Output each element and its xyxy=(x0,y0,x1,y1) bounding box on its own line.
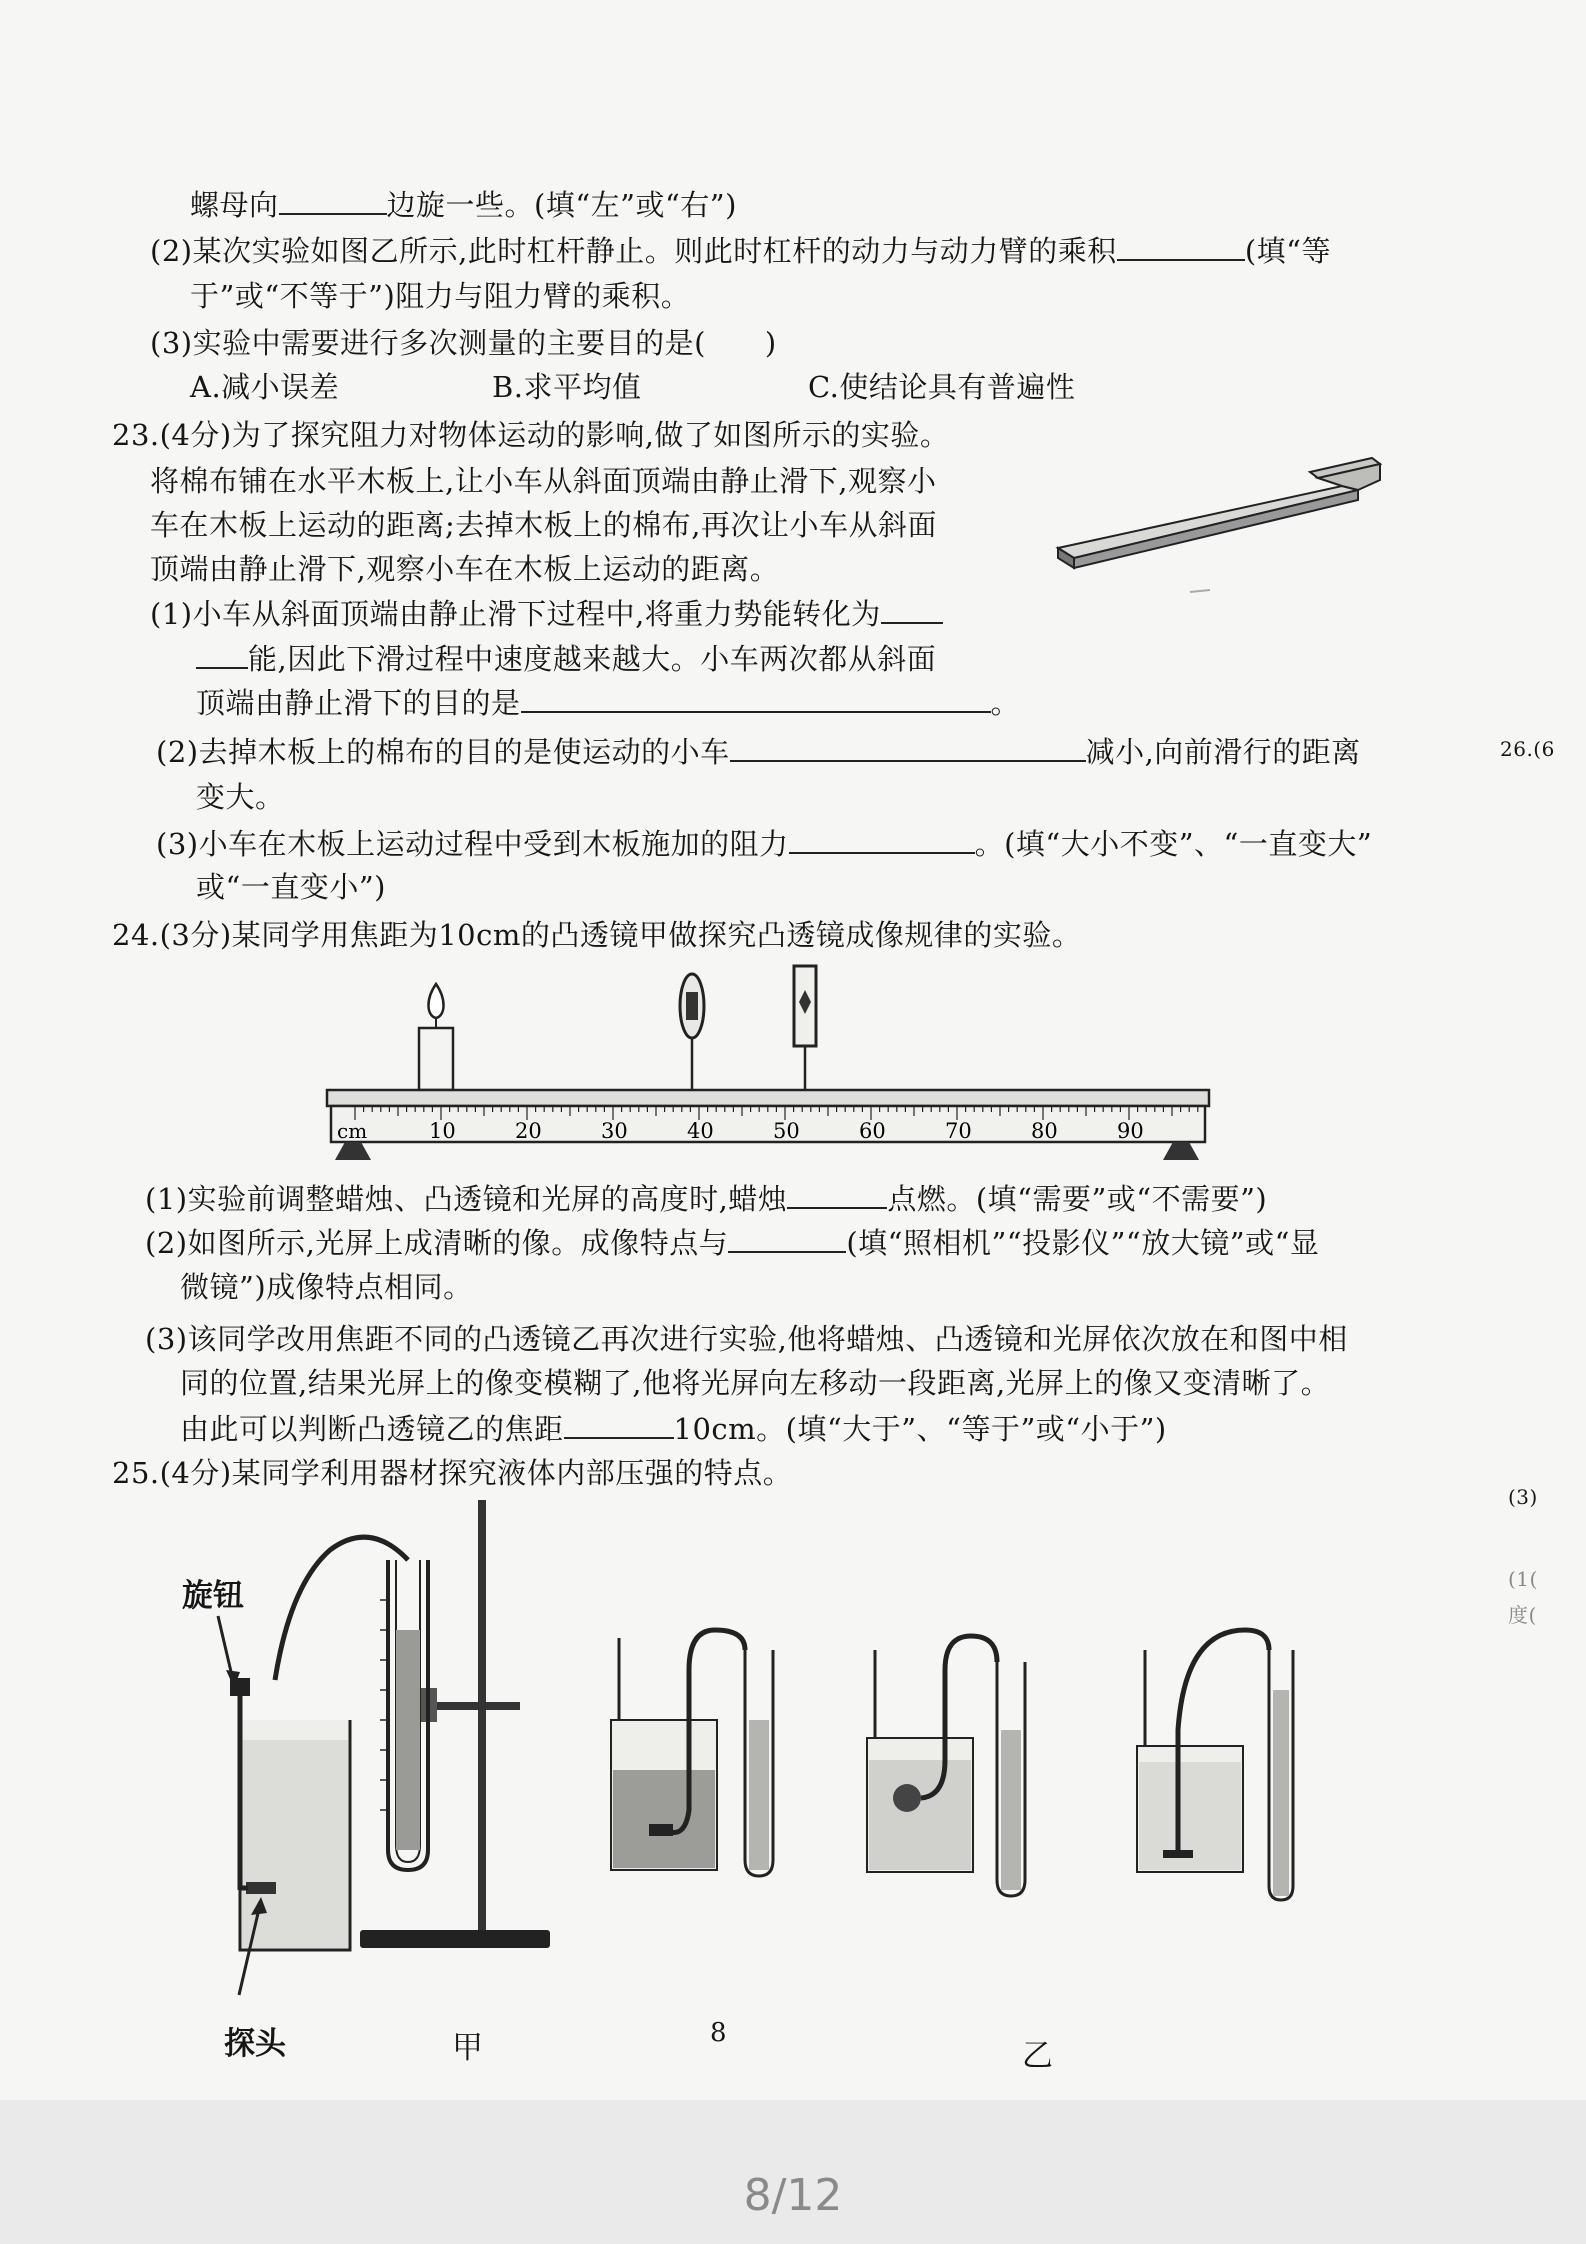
label-jia: 甲 xyxy=(452,2030,483,2066)
q23-part1-c: 顶端由静止滑下的目的是 。 xyxy=(196,686,1021,720)
q23-part3-a: (3)小车在木板上运动过程中受到木板施加的阻力 。(填“大小不变”、“一直变大” xyxy=(156,827,1373,861)
ruler-tick-label: 50 xyxy=(773,1119,800,1143)
ruler-tick-label: 90 xyxy=(1117,1119,1144,1143)
q23-part1-a: (1)小车从斜面顶端由静止滑下过程中,将重力势能转化为 xyxy=(150,595,943,633)
page-number: 8 xyxy=(710,2018,727,2048)
probe-arrow-icon xyxy=(225,1895,285,2005)
q24-part1: (1)实验前调整蜡烛、凸透镜和光屏的高度时,蜡烛 点燃。(填“需要”或“不需要”) xyxy=(145,1182,1268,1216)
page-indicator: 8/12 xyxy=(743,2170,843,2221)
ruler-tick-label: 60 xyxy=(859,1119,886,1143)
ruler-tick-label: 20 xyxy=(515,1119,542,1143)
q23-part3-b: 或“一直变小”) xyxy=(196,870,386,904)
setup-2 xyxy=(867,1636,1025,1896)
q23-text-3: 顶端由静止滑下,观察小车在木板上运动的距离。 xyxy=(150,552,780,586)
q24-part2-b: 微镜”)成像特点相同。 xyxy=(180,1270,473,1304)
setup-3 xyxy=(1137,1630,1293,1900)
optical-bench-figure xyxy=(325,962,1225,1172)
margin-fragment-2: (3) xyxy=(1508,1485,1538,1509)
q24-part3-c: 由此可以判断凸透镜乙的焦距 10cm。(填“大于”、“等于”或“小于”) xyxy=(180,1412,1167,1446)
ramp-board-figure xyxy=(1050,420,1430,600)
q25-heading: 25.(4分)某同学利用器材探究液体内部压强的特点。 xyxy=(112,1456,793,1490)
label-probe: 探头 xyxy=(224,2026,286,2062)
ruler-unit-label: cm xyxy=(337,1119,368,1143)
label-yi: 乙 xyxy=(1022,2038,1053,2074)
setup-1 xyxy=(611,1630,773,1876)
q22-part2: (2)某次实验如图乙所示,此时杠杆静止。则此时杠杆的动力与动力臂的乘积 (填“等 xyxy=(150,234,1331,268)
margin-fragment-1: 26.(6 xyxy=(1500,737,1555,761)
ruler-tick-label: 10 xyxy=(429,1119,456,1143)
q23-text-1: 将棉布铺在水平木板上,让小车从斜面顶端由静止滑下,观察小 xyxy=(150,464,937,498)
q23-text-2: 车在木板上运动的距离;去掉木板上的棉布,再次让小车从斜面 xyxy=(150,508,937,542)
ruler-tick-label: 30 xyxy=(601,1119,628,1143)
q22-option-c: C.使结论具有普遍性 xyxy=(808,370,1076,404)
ruler-tick-label: 80 xyxy=(1031,1119,1058,1143)
candle-icon xyxy=(419,1028,453,1090)
knob-arrow-icon xyxy=(210,1614,250,1694)
q24-heading: 24.(3分)某同学用焦距为10cm的凸透镜甲做探究凸透镜成像规律的实验。 xyxy=(112,918,1082,952)
ruler-labels xyxy=(429,1119,1144,1143)
margin-fragment-4: 度( xyxy=(1508,1603,1537,1627)
q24-part3-a: (3)该同学改用焦距不同的凸透镜乙再次进行实验,他将蜡烛、凸透镜和光屏依次放在和图中相 xyxy=(145,1322,1348,1356)
q23-heading: 23.(4分)为了探究阻力对物体运动的影响,做了如图所示的实验。 xyxy=(112,418,950,452)
q22-part3: (3)实验中需要进行多次测量的主要目的是( ) xyxy=(150,326,777,360)
q22-option-b: B.求平均值 xyxy=(492,370,642,404)
q22-part2-cont: 于”或“不等于”)阻力与阻力臂的乘积。 xyxy=(190,279,691,313)
ruler-tick-label: 40 xyxy=(687,1119,714,1143)
margin-fragment-3: (1( xyxy=(1508,1567,1538,1591)
pressure-figure-yi xyxy=(605,1610,1325,1910)
q22-line-a: 螺母向 边旋一些。(填“左”或“右”) xyxy=(190,188,737,222)
q22-option-a: A.减小误差 xyxy=(190,370,340,404)
q23-part2-b: 变大。 xyxy=(196,780,285,814)
q24-part3-b: 同的位置,结果光屏上的像变模糊了,他将光屏向左移动一段距离,光屏上的像又变清晰了。 xyxy=(180,1366,1331,1400)
label-knob: 旋钮 xyxy=(182,1578,244,1614)
q23-part2-a: (2)去掉木板上的棉布的目的是使运动的小车 减小,向前滑行的距离 xyxy=(156,735,1361,769)
ruler-tick-label: 70 xyxy=(945,1119,972,1143)
q23-part1-b: 能,因此下滑过程中速度越来越大。小车两次都从斜面 xyxy=(196,640,936,678)
q24-part2-a: (2)如图所示,光屏上成清晰的像。成像特点与 (填“照相机”“投影仪”“放大镜”或“显 xyxy=(145,1226,1320,1260)
